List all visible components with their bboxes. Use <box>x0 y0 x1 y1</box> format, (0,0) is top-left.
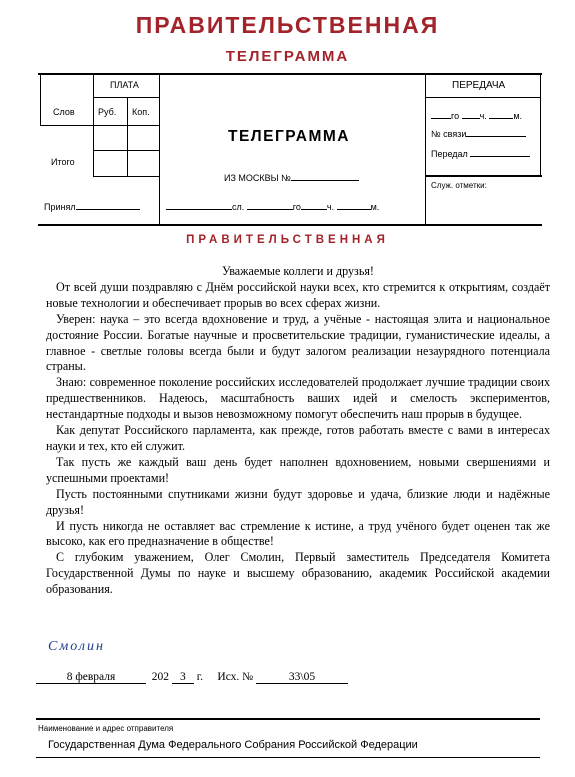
date-line <box>36 671 348 684</box>
form-divider <box>425 97 540 98</box>
letter-paragraph: От всей души поздравляю с Днём российской науки всех, кто стремится к открытиям, создаёт новые технологии и обеспечивает прорыв во всех сферах жизни. <box>46 279 550 310</box>
year-digit: 3 <box>172 671 194 684</box>
letter-body <box>46 264 550 598</box>
nomer-svyazi-field <box>431 127 526 139</box>
peredal-field <box>431 147 530 159</box>
sl-label: сл. <box>232 202 245 212</box>
prinyal-label: Принял <box>44 202 76 212</box>
slov-label: Слов <box>53 107 75 117</box>
rub-label: Руб. <box>98 107 117 117</box>
letter-greeting: Уважаемые коллеги и друзья! <box>222 264 374 278</box>
telegram-heading: ТЕЛЕГРАММА <box>228 128 350 145</box>
go-label: го <box>292 202 301 212</box>
prinyal-field <box>44 200 140 212</box>
ch-label: ч. <box>326 202 335 212</box>
transfer-time-field <box>431 109 522 121</box>
ref-number: 33\05 <box>256 671 348 684</box>
signature: Смолин <box>48 639 105 654</box>
form-divider <box>93 150 159 151</box>
letter-paragraph: Как депутат Российского парламента, как прежде, готов работать вместе с вами в интересах науки и тех, кто ей служит. <box>46 423 550 453</box>
telegram-title: ПРАВИТЕЛЬСТВЕННАЯ <box>135 12 440 38</box>
form-divider <box>93 97 159 98</box>
letter-paragraph: И пусть никогда не оставляет вас стремление к истине, а труд учёного будет оценен так же высоко, как его предназначение в обществе! <box>46 518 550 549</box>
form-divider <box>93 176 159 177</box>
form-divider <box>540 75 541 175</box>
words-time-field <box>166 200 379 212</box>
m-label: м. <box>370 202 380 212</box>
ref-label: Исх. № <box>217 671 254 683</box>
sender-label: Наименование и адрес отправителя <box>38 724 174 733</box>
form-top-border <box>38 73 542 75</box>
plata-label: ПЛАТА <box>110 80 139 90</box>
peredacha-label: ПЕРЕДАЧА <box>452 80 506 91</box>
itogo-label: Итого <box>51 157 75 167</box>
footer-rule <box>36 718 540 720</box>
form-divider <box>425 175 542 177</box>
p-go-label: го <box>451 111 460 121</box>
form-divider <box>40 125 159 126</box>
peredal-label: Передал <box>431 149 468 159</box>
letter-paragraph: Знаю: современное поколение российских исследователей продолжает лучшие традиции своих предшественников. Надеюсь, масштабность ваших идей и смелость экспериментов, нестандартные подходы и вызов невозможному помогут обеспечить наш прорыв в будущее. <box>46 375 550 422</box>
letter-paragraph: С глубоким уважением, Олег Смолин, Первый заместитель Председателя Комитета Государственной Думы по науке и высшему образованию, академик Российской академии образования. <box>46 550 550 597</box>
telegram-band-title: ПРАВИТЕЛЬСТВЕННАЯ <box>186 234 389 246</box>
footer-rule <box>36 757 540 758</box>
nomer-svyazi-label: № связи <box>431 129 467 139</box>
sender-organization: Государственная Дума Федерального Собрания Российской Федерации <box>48 739 418 751</box>
form-divider <box>40 75 41 126</box>
year-prefix: 202 <box>151 671 169 683</box>
form-divider <box>159 75 160 224</box>
letter-paragraph: Пусть постоянными спутниками жизни будут здоровье и удача, близкие люди и надёжные друзья! <box>46 486 550 517</box>
letter-paragraph: Уверен: наука – это всегда вдохновение и труд, а учёные - настоящая элита и национальное достояние России. Богатые научные и просветительские традиции, гуманистические идеалы, а главное - светлые головы всегда были и будут залогом реализации незаурядного потенциала страны. <box>46 311 550 374</box>
from-moscow-label: ИЗ МОСКВЫ № <box>224 173 291 183</box>
form-divider <box>127 97 128 176</box>
telegram-subtitle: ТЕЛЕГРАММА <box>225 48 350 65</box>
sluzh-otmetki-label: Служ. отметки: <box>431 181 487 190</box>
p-ch-label: ч. <box>479 111 487 121</box>
form-bottom-border <box>38 224 542 226</box>
from-moscow-field <box>224 171 359 183</box>
p-m-label: м. <box>513 111 523 121</box>
year-suffix: г. <box>196 671 204 683</box>
date-value: 8 февраля <box>36 671 146 684</box>
letter-paragraph: Так пусть же каждый ваш день будет наполнен вдохновением, новыми свершениями и успешными проектами! <box>46 454 550 485</box>
kop-label: Коп. <box>132 107 150 117</box>
